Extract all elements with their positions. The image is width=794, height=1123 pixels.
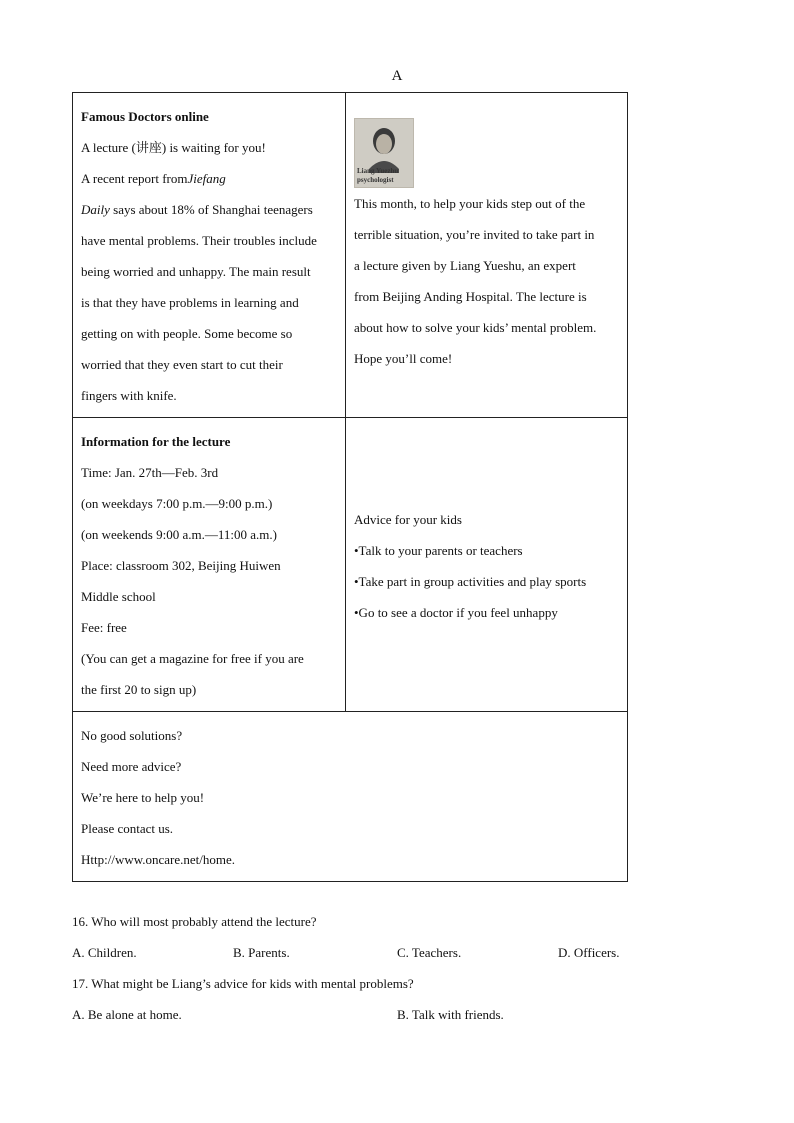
info-line-2: (on weekdays 7:00 p.m.—9:00 p.m.): [81, 496, 273, 511]
contact-line-2: Need more advice?: [81, 759, 182, 774]
contact-line-3: We’re here to help you!: [81, 790, 205, 805]
advice-item-2: •Take part in group activities and play sports: [354, 573, 587, 589]
photo-caption-name: Liang Yuezhu: [357, 167, 399, 175]
famous-line-8: worried that they even start to cut their: [81, 357, 283, 372]
q16-option-a[interactable]: A. Children.: [72, 945, 137, 960]
famous-line-3: [81, 194, 337, 225]
photo-caption: [357, 167, 398, 185]
lecture-info-cell: [73, 418, 346, 712]
expert-line-2: terrible situation, you’re invited to take part in: [354, 227, 595, 242]
info-line-6: Fee: free: [81, 620, 127, 635]
lecture-ad-table: [72, 92, 628, 882]
question-17: 17. What might be Liang’s advice for kids with mental problems?: [72, 976, 414, 991]
q17-option-b[interactable]: B. Talk with friends.: [397, 1007, 504, 1022]
newspaper-name-part-2: Daily: [81, 202, 110, 217]
info-line-1: Time: Jan. 27th—Feb. 3rd: [81, 465, 219, 480]
advice-item-3: •Go to see a doctor if you feel unhappy: [354, 604, 558, 620]
famous-line-5: being worried and unhappy. The main result: [81, 264, 311, 279]
info-line-7: (You can get a magazine for free if you are: [81, 651, 304, 666]
q16-option-c[interactable]: C. Teachers.: [397, 945, 462, 960]
famous-line-2-text: A recent report from: [81, 171, 188, 186]
question-17-options: [72, 999, 632, 1030]
page-title: A: [391, 68, 403, 84]
lecture-info-heading: Information for the lecture: [81, 434, 231, 449]
contact-line-1: No good solutions?: [81, 728, 183, 743]
expert-line-3: a lecture given by Liang Yueshu, an expert: [354, 258, 576, 273]
expert-line-5: about how to solve your kids’ mental problem.: [354, 320, 597, 335]
advice-heading: Advice for your kids: [354, 511, 462, 527]
expert-cell: [346, 93, 628, 418]
q16-option-b[interactable]: B. Parents.: [233, 945, 290, 960]
famous-line-9: fingers with knife.: [81, 388, 177, 403]
photo-caption-role: psychologist: [357, 176, 394, 184]
contact-url[interactable]: Http://www.oncare.net/home.: [81, 852, 236, 867]
info-line-5: Middle school: [81, 589, 156, 604]
famous-line-1: A lecture (讲座) is waiting for you!: [81, 140, 266, 155]
contact-cell: [73, 712, 628, 882]
advice-item-1: •Talk to your parents or teachers: [354, 542, 523, 558]
question-16-options: [72, 937, 632, 968]
psychologist-photo: [354, 118, 414, 188]
q16-option-d[interactable]: D. Officers.: [558, 945, 620, 960]
expert-line-6: Hope you’ll come!: [354, 351, 453, 366]
info-line-3: (on weekends 9:00 a.m.—11:00 a.m.): [81, 527, 277, 542]
table-row-bottom: [73, 712, 628, 882]
contact-line-4: Please contact us.: [81, 821, 174, 836]
info-line-4: Place: classroom 302, Beijing Huiwen: [81, 558, 281, 573]
expert-line-4: from Beijing Anding Hospital. The lecture is: [354, 289, 587, 304]
famous-doctors-cell: [73, 93, 346, 418]
table-row-top: [73, 93, 628, 418]
famous-doctors-heading: Famous Doctors online: [81, 109, 209, 124]
table-row-middle: [73, 418, 628, 712]
famous-line-6: is that they have problems in learning and: [81, 295, 299, 310]
q17-option-a[interactable]: A. Be alone at home.: [72, 1007, 182, 1022]
advice-cell: [346, 418, 628, 712]
expert-line-1: This month, to help your kids step out of the: [354, 196, 586, 211]
famous-line-4: have mental problems. Their troubles include: [81, 233, 317, 248]
question-16: 16. Who will most probably attend the lecture?: [72, 914, 317, 929]
info-line-8: the first 20 to sign up): [81, 682, 197, 697]
famous-line-3-text: says about 18% of Shanghai teenagers: [109, 202, 313, 217]
famous-line-7: getting on with people. Some become so: [81, 326, 293, 341]
newspaper-name-part-1: Jiefang: [187, 171, 226, 186]
questions-section: [72, 906, 632, 1030]
famous-line-2: [81, 163, 337, 194]
